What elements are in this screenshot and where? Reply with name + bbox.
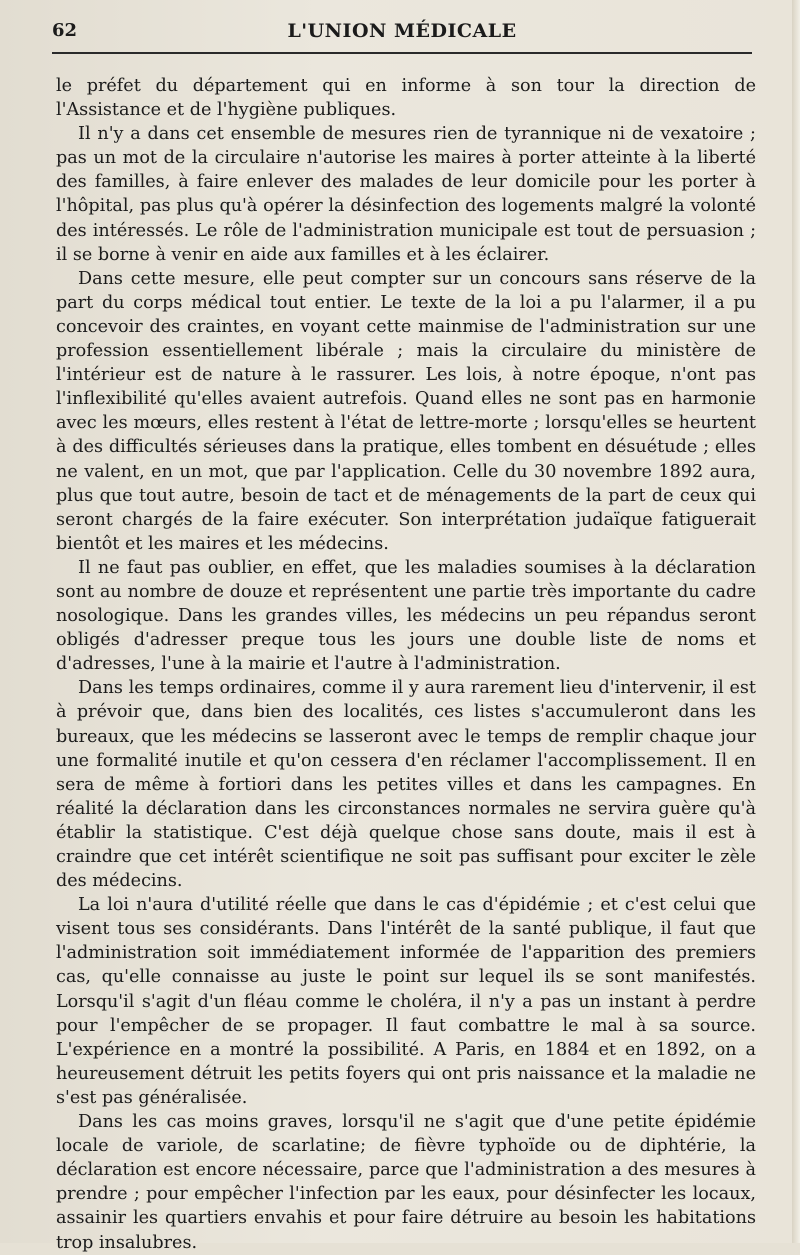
paragraph: Dans les temps ordinaires, comme il y aura rarement lieu d'intervenir, il est à prévoir que, dans bien des localités, ces listes s'accumuleront dans les bureaux, que les médecins se lasseront avec le temps de remplir chaque jour une formalité inutile et qu'on cessera d'en réclamer l'accomplissement. Il en sera de même à fortiori dans les petites villes et dans les campagnes. En réalité la déclaration dans les circonstances normales ne servira guère qu'à établir la statistique. C'est déjà quelque chose sans doute, mais il est à craindre que cet intérêt scientifique ne soit pas suffisant pour exciter le zèle des médecins. — [56, 678, 756, 892]
running-title: L'UNION MÉDICALE — [287, 20, 517, 42]
page-edge — [792, 0, 800, 1243]
header-rule — [52, 52, 752, 54]
paragraph: La loi n'aura d'utilité réelle que dans le cas d'épidémie ; et c'est celui que visent tous ses considérants. Dans l'intérêt de la santé publique, il faut que l'administration soit immédiatement informée de l'apparition des premiers cas, qu'elle connaisse au juste le point sur lequel ils se sont manifestés. Lorsqu'il s'agit d'un fléau comme le choléra, il n'y a pas un instant à perdre pour l'empêcher de se propager. Il faut combattre le mal à sa source. L'expérience en a montré la possibilité. A Paris, en 1884 et en 1892, on a heureusement détruit les petits foyers qui ont pris naissance et la maladie ne s'est pas généralisée. — [56, 895, 756, 1108]
paragraph: Dans cette mesure, elle peut compter sur un concours sans réserve de la part du corps médical tout entier. Le texte de la loi a pu l'alarmer, il a pu concevoir des craintes, en voyant cette mainmise de l'administration sur une profession essentiellement libérale ; mais la circulaire du ministère de l'intérieur est de nature à le rassurer. Les lois, à notre époque, n'ont pas l'inflexibilité qu'elles avaient autrefois. Quand elles ne sont pas en harmonie avec les mœurs, elles restent à l'état de lettre-morte ; lorsqu'elles se heurtent à des difficultés sérieuses dans la pratique, elles tombent en désuétude ; elles ne valent, en un mot, que par l'application. Celle du 30 novembre 1892 aura, plus que tout autre, besoin de tact et de ménagements de la part de ceux qui seront chargés de la faire exécuter. Son interprétation judaïque fatiguerait bientôt et les maires et les médecins. — [56, 268, 756, 554]
article-body — [56, 74, 756, 1255]
paragraph: Il n'y a dans cet ensemble de mesures rien de tyrannique ni de vexatoire ; pas un mot de la circulaire n'autorise les maires à porter atteinte à la liberté des familles, à faire enlever des malades de leur domicile pour les porter à l'hôpital, pas plus qu'à opérer la désinfection des logements malgré la volonté des intéressés. Le rôle de l'administration municipale est tout de persuasion ; il se borne à venir en aide aux familles et à les éclairer. — [56, 124, 756, 265]
page-number: 62 — [52, 20, 78, 41]
paragraph: Dans les cas moins graves, lorsqu'il ne s'agit que d'une petite épidémie locale de variole, de scarlatine; de fièvre typhoïde ou de diphtérie, la déclaration est encore nécessaire, parce que l'administration a des mesures à prendre ; pour empêcher l'infection par les eaux, pour désinfecter les locaux, assainir les quartiers envahis et pour faire détruire au besoin les habitations trop insalubres. — [56, 1112, 756, 1253]
page-header — [52, 18, 752, 48]
paragraph: Il ne faut pas oublier, en effet, que les maladies soumises à la déclaration sont au nombre de douze et représentent une partie très importante du cadre nosologique. Dans les grandes villes, les médecins un peu répandus seront obligés d'adresser preque tous les jours une double liste de noms et d'adresses, l'une à la mairie et l'autre à l'administration. — [56, 557, 756, 675]
paragraph: le préfet du département qui en informe à son tour la direction de l'Assistance et de l'hygiène publiques. — [56, 76, 756, 121]
